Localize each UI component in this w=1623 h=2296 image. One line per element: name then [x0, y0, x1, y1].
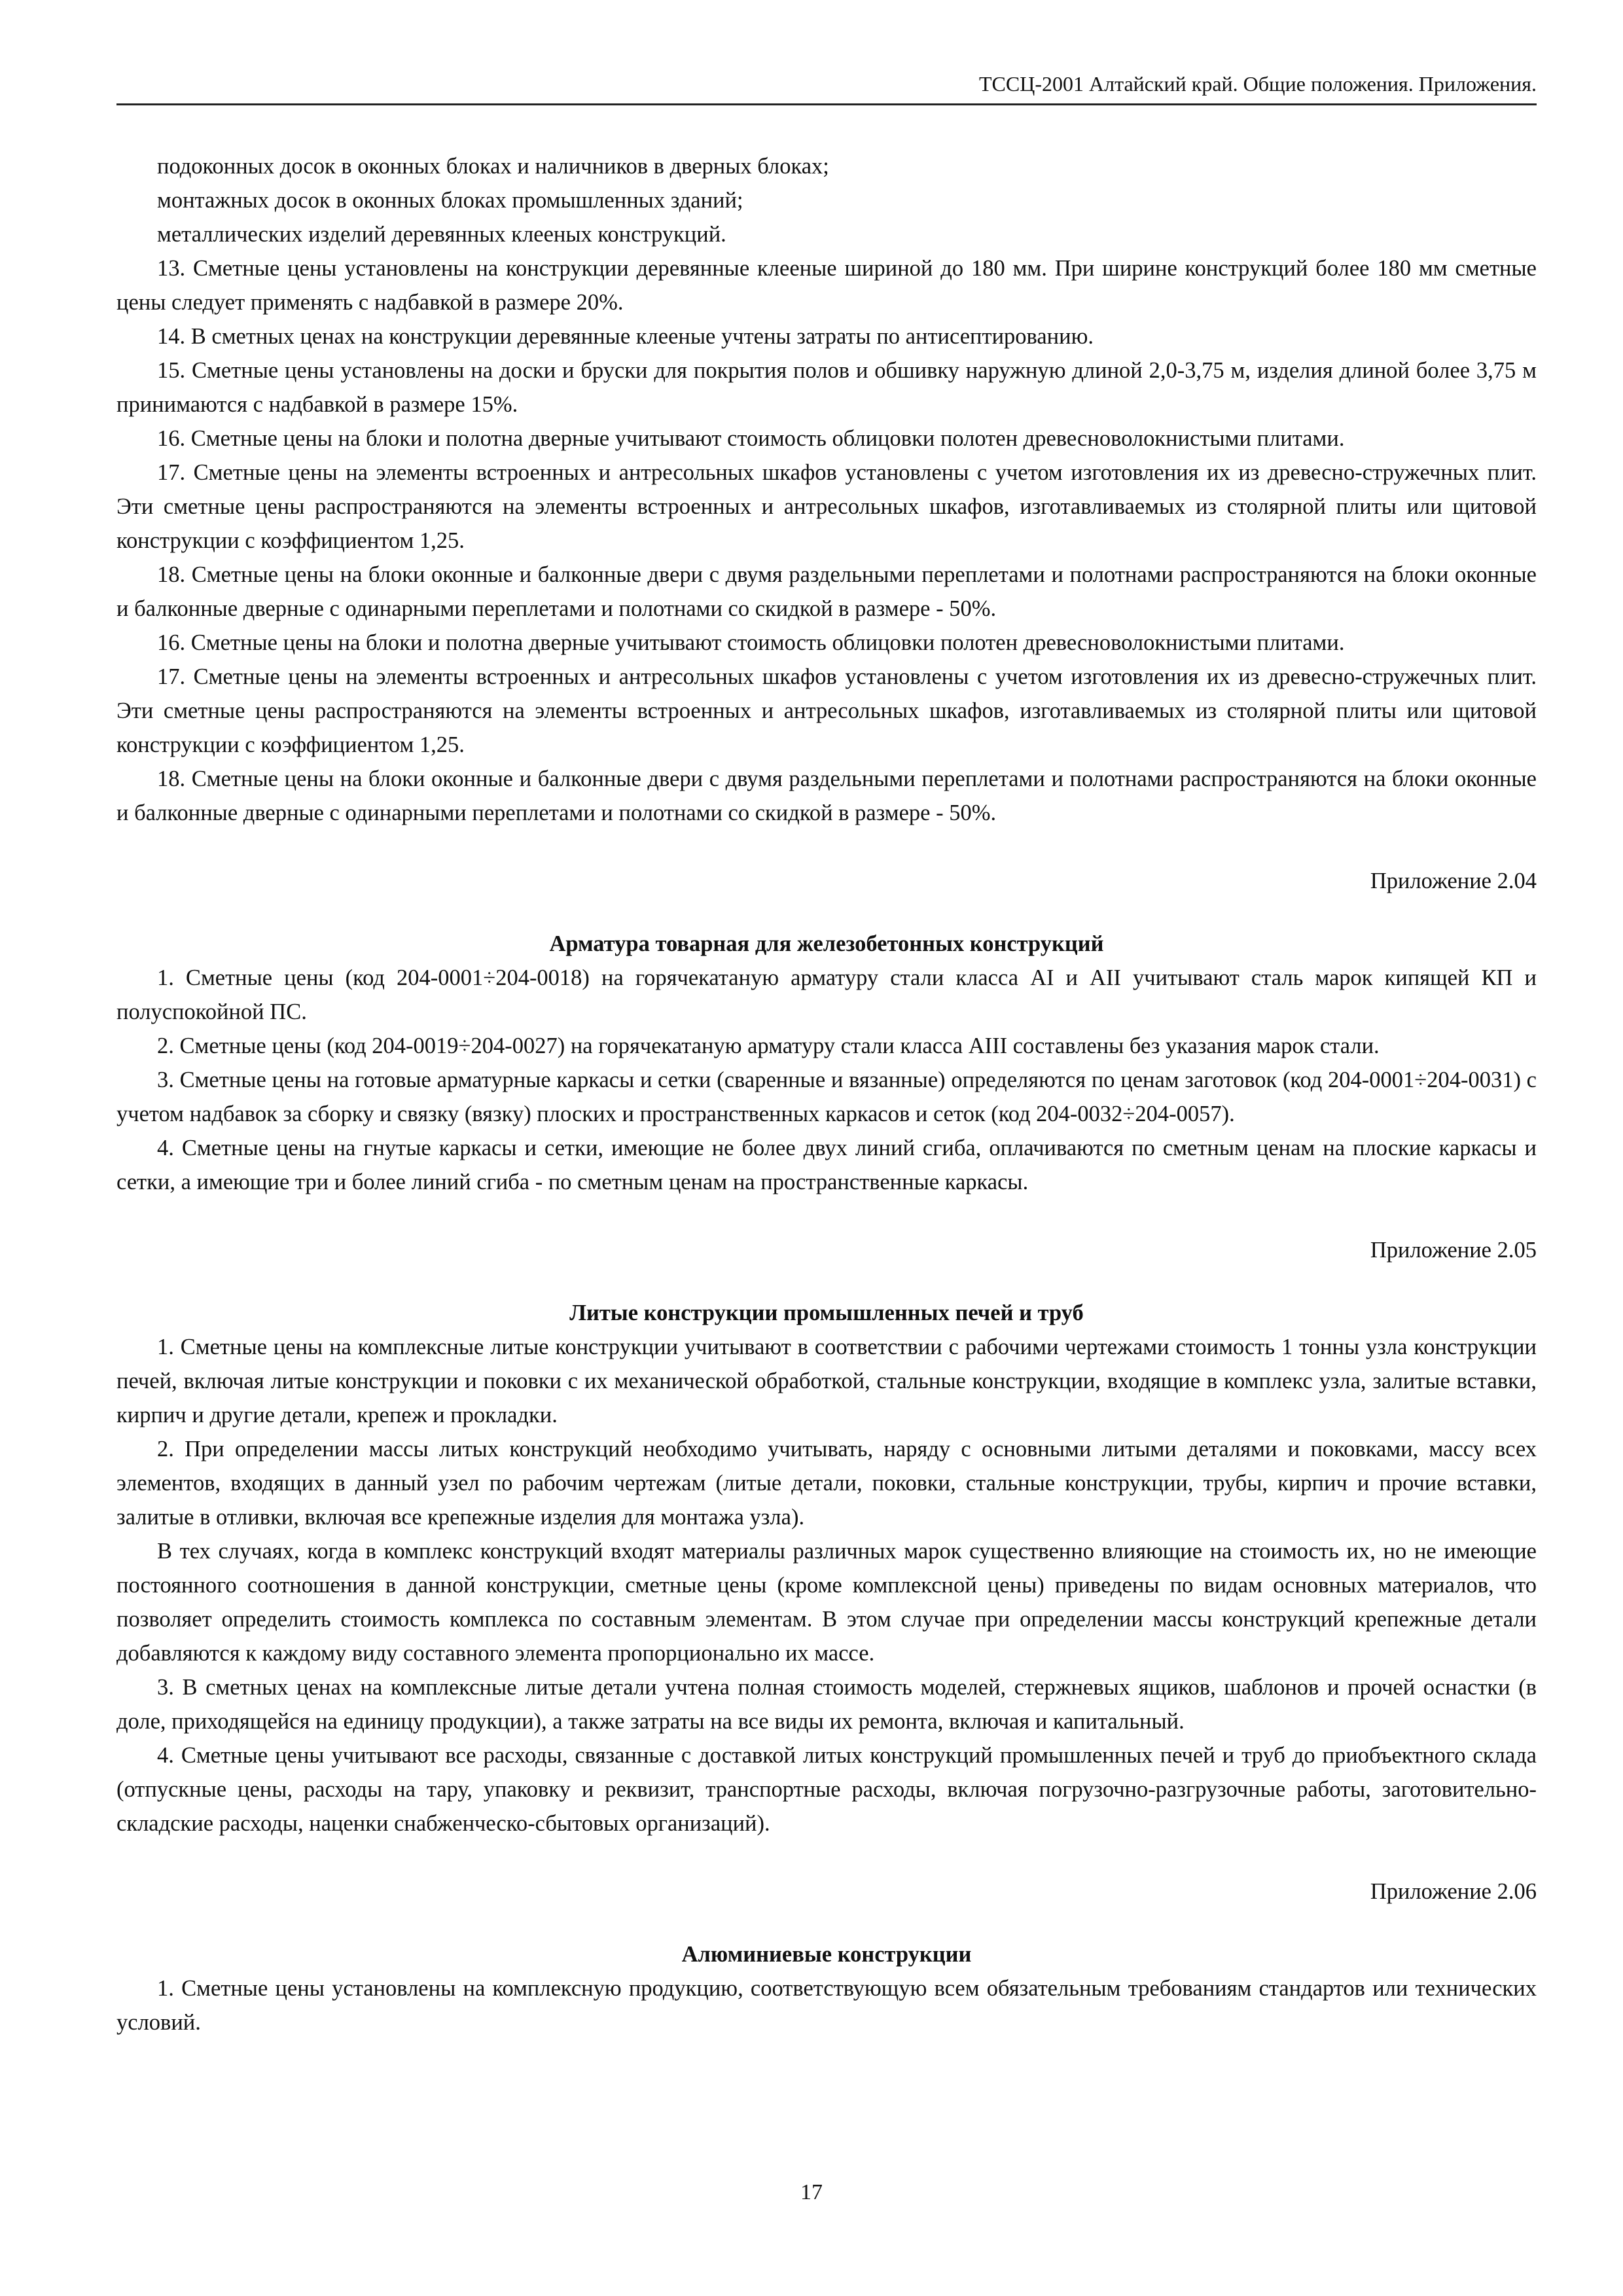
running-header: ТССЦ-2001 Алтайский край. Общие положения. Приложения. — [978, 72, 1537, 96]
reinforcement-paragraph: 1. Сметные цены (код 204-0001÷204-0018) на горячекатаную арматуру стали класса AI и AII учитывают сталь марок кипящей КП и полуспокойной ПС. — [116, 965, 1537, 1024]
header-divider — [116, 103, 1537, 105]
list-item: подоконных досок в оконных блоках и наличников в дверных блоках; — [157, 154, 829, 179]
paragraph-16-repeat: 16. Сметные цены на блоки и полотна дверные учитывают стоимость облицовки полотен древесноволокнистыми плитами. — [157, 630, 1345, 655]
appendix-label-2-04: Приложение 2.04 — [1370, 869, 1537, 893]
cast-structures-paragraph: В тех случаях, когда в комплекс конструкций входят материалы различных марок существенно влияющие на стоимость их, но не имеющие постоянного соотношения в данной конструкции, сметные цены (кроме комплексной цены) приведены по видам основных материалов, что позволяет определить стоимость комплекса по составным элементам. В этом случае при определении массы конструкций крепежные детали добавляются к каждому виду составного элемента пропорционально их массе. — [116, 1539, 1537, 1666]
appendix-label-2-06: Приложение 2.06 — [1370, 1879, 1537, 1904]
cast-structures-paragraph: 4. Сметные цены учитывают все расходы, связанные с доставкой литых конструкций промышленных печей и труб до приобъектного склада (отпускные цены, расходы на тару, упаковку и реквизит, транспортные расходы, включая погрузочно-разгрузочные работы, заготовительно-складские расходы, наценки снабженческо-сбытовых организаций). — [116, 1743, 1537, 1836]
cast-structures-paragraph: 3. В сметных ценах на комплексные литые детали учтена полная стоимость моделей, стержневых ящиков, шаблонов и прочей оснастки (в доле, приходящейся на единицу продукции), а также затраты на все виды их ремонта, включая и капитальный. — [116, 1675, 1537, 1734]
section-title-reinforcement: Арматура товарная для железобетонных конструкций — [549, 931, 1104, 956]
reinforcement-paragraph: 2. Сметные цены (код 204-0019÷204-0027) на горячекатаную арматуру стали класса AIII составлены без указания марок стали. — [157, 1033, 1380, 1058]
section-title-aluminium: Алюминиевые конструкции — [681, 1942, 972, 1967]
paragraph-15: 15. Сметные цены установлены на доски и бруски для покрытия полов и обшивку наружную длиной 2,0-3,75 м, изделия длиной более 3,75 м принимаются с надбавкой в размере 15%. — [116, 358, 1537, 417]
reinforcement-paragraph: 4. Сметные цены на гнутые каркасы и сетки, имеющие не более двух линий сгиба, оплачиваются по сметным ценам на плоские каркасы и сетки, а имеющие три и более линий сгиба - по сметным ценам на пространственные каркасы. — [116, 1136, 1537, 1194]
section-title-cast-structures: Литые конструкции промышленных печей и труб — [569, 1300, 1084, 1325]
aluminium-paragraph: 1. Сметные цены установлены на комплексную продукцию, соответствующую всем обязательным требованиям стандартов или технических условий. — [116, 1976, 1537, 2035]
page-body — [116, 149, 1537, 2039]
paragraph-14: 14. В сметных ценах на конструкции деревянные клееные учтены затраты по антисептированию. — [157, 324, 1094, 349]
page-number: 17 — [800, 2180, 823, 2204]
paragraph-17-repeat: 17. Сметные цены на элементы встроенных и антресольных шкафов установлены с учетом изготовления их из древесно-стружечных плит. Эти сметные цены распространяются на элементы встроенных и антресольных шкафов, изготавливаемых из столярной плиты или щитовой конструкции с коэффициентом 1,25. — [116, 664, 1537, 757]
cast-structures-paragraph: 2. При определении массы литых конструкций необходимо учитывать, наряду с основными литыми деталями и поковками, массу всех элементов, входящих в данный узел по рабочим чертежам (литые детали, поковки, стальные конструкции, трубы, кирпич и прочие вставки, залитые в отливки, включая все крепежные изделия для монтажа узла). — [116, 1437, 1537, 1530]
paragraph-16: 16. Сметные цены на блоки и полотна дверные учитывают стоимость облицовки полотен древесноволокнистыми плитами. — [157, 426, 1345, 451]
paragraph-17: 17. Сметные цены на элементы встроенных и антресольных шкафов установлены с учетом изготовления их из древесно-стружечных плит. Эти сметные цены распространяются на элементы встроенных и антресольных шкафов, изготавливаемых из столярной плиты или щитовой конструкции с коэффициентом 1,25. — [116, 460, 1537, 553]
appendix-label-2-05: Приложение 2.05 — [1370, 1238, 1537, 1263]
paragraph-13: 13. Сметные цены установлены на конструкции деревянные клееные шириной до 180 мм. При ширине конструкций более 180 мм сметные цены следует применять с надбавкой в размере 20%. — [116, 256, 1537, 315]
paragraph-18-repeat: 18. Сметные цены на блоки оконные и балконные двери с двумя раздельными переплетами и полотнами распространяются на блоки оконные и балконные дверные с одинарными переплетами и полотнами со скидкой в размере - 50%. — [116, 766, 1537, 825]
paragraph-18: 18. Сметные цены на блоки оконные и балконные двери с двумя раздельными переплетами и полотнами распространяются на блоки оконные и балконные дверные с одинарными переплетами и полотнами со скидкой в размере - 50%. — [116, 562, 1537, 621]
reinforcement-paragraph: 3. Сметные цены на готовые арматурные каркасы и сетки (сваренные и вязанные) определяются по ценам заготовок (код 204-0001÷204-0031) с учетом надбавок за сборку и связку (вязку) плоских и пространственных каркасов и сеток (код 204-0032÷204-0057). — [116, 1067, 1537, 1126]
cast-structures-paragraph: 1. Сметные цены на комплексные литые конструкции учитывают в соответствии с рабочими чертежами стоимость 1 тонны узла конструкции печей, включая литые конструкции и поковки с их механической обработкой, стальные конструкции, входящие в комплекс узла, залитые вставки, кирпич и другие детали, крепеж и прокладки. — [116, 1335, 1537, 1427]
list-item: монтажных досок в оконных блоках промышленных зданий; — [157, 188, 743, 213]
list-item: металлических изделий деревянных клееных конструкций. — [157, 222, 726, 247]
